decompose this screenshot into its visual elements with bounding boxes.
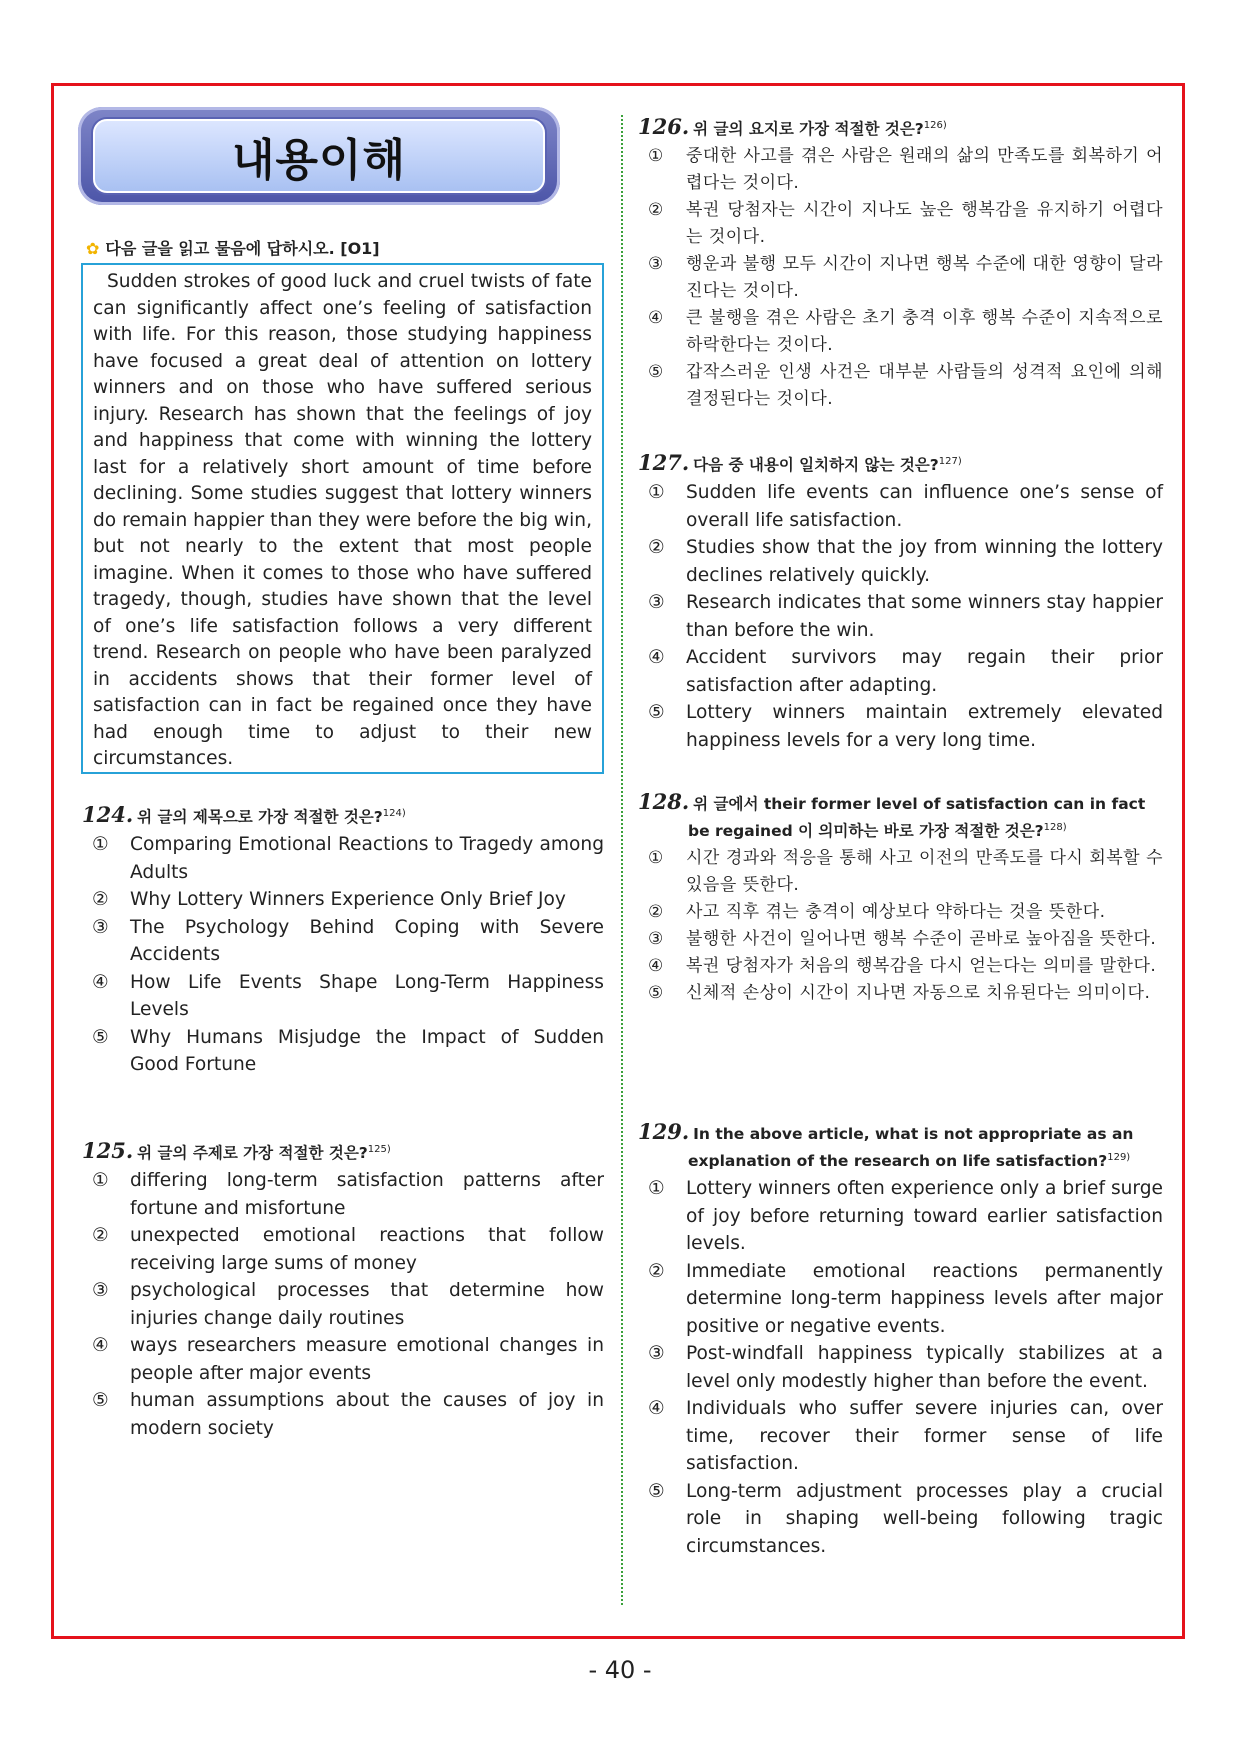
question-header (82, 1138, 604, 1165)
option-marker: ③ (648, 592, 665, 614)
option-marker: ⑤ (648, 702, 665, 724)
option-2[interactable] (648, 899, 1163, 926)
option-text: Why Humans Misjudge the Impact of Sudden Good Fortune (130, 1026, 604, 1076)
option-list (638, 479, 1163, 754)
option-marker: ② (92, 1225, 109, 1247)
footnote-ref: 126) (923, 120, 947, 131)
section-title: 내용이해 (231, 135, 406, 186)
question-number: 126. (638, 114, 690, 140)
option-4[interactable] (92, 969, 604, 1024)
page-number: - 40 - (588, 1656, 652, 1684)
option-3[interactable] (648, 1340, 1163, 1395)
option-marker: ④ (648, 956, 664, 977)
option-3[interactable] (92, 1277, 604, 1332)
option-marker: ③ (92, 916, 109, 938)
option-marker: ⑤ (648, 1480, 665, 1502)
option-marker: ④ (92, 1335, 109, 1357)
question-header (82, 802, 604, 829)
footnote-ref: 128) (1043, 822, 1067, 833)
option-3[interactable] (648, 926, 1163, 953)
question-125 (82, 1138, 604, 1442)
option-marker: ② (648, 1260, 665, 1282)
column-divider (621, 115, 623, 1605)
question-129 (638, 1120, 1163, 1560)
option-text: 복권 당첨자는 시간이 지나도 높은 행복감을 유지하기 어렵다는 것이다. (686, 200, 1163, 248)
question-prompt: 다음 중 내용이 일치하지 않는 것은? (693, 456, 939, 475)
question-prompt: 위 글의 요지로 가장 적절한 것은? (693, 120, 924, 139)
question-126 (638, 114, 1163, 413)
option-text: The Psychology Behind Coping with Severe Accidents (130, 916, 604, 966)
option-marker: ③ (648, 929, 664, 950)
option-text: differing long-term satisfaction patterns after fortune and misfortune (130, 1170, 604, 1219)
option-marker: ③ (92, 1280, 109, 1302)
option-2[interactable] (648, 534, 1163, 589)
option-list (82, 831, 604, 1079)
option-marker: ② (648, 200, 664, 221)
question-prompt: 위 글의 주제로 가장 적절한 것은? (137, 1144, 368, 1163)
option-marker: ① (648, 848, 664, 869)
option-3[interactable] (648, 589, 1163, 644)
option-text: How Life Events Shape Long-Term Happiness Levels (130, 971, 604, 1021)
question-number: 128. (638, 789, 690, 814)
question-prompt: In the above article, what is not appropriate as an explanation of the research on life satisfaction? (688, 1125, 1134, 1171)
option-5[interactable] (648, 1478, 1163, 1561)
option-marker: ⑤ (92, 1026, 109, 1048)
flower-icon: ✿ (86, 239, 100, 258)
option-1[interactable] (648, 479, 1163, 534)
option-text: Comparing Emotional Reactions to Tragedy among Adults (130, 834, 604, 883)
question-prompt: 위 글에서 their former level of satisfaction can in fact be regained 이 의미하는 바로 가장 적절한 것은? (688, 795, 1146, 841)
option-text: Accident survivors may regain their prior satisfaction after adapting. (686, 647, 1163, 696)
option-4[interactable] (648, 1395, 1163, 1478)
option-text: Lottery winners often experience only a brief surge of joy before returning toward earlier satisfaction levels. (686, 1178, 1163, 1255)
instruction-line (86, 236, 380, 259)
option-text: 시간 경과와 적응을 통해 사고 이전의 만족도를 다시 회복할 수 있음을 뜻한다. (686, 848, 1163, 896)
option-text: unexpected emotional reactions that follow receiving large sums of money (130, 1225, 604, 1274)
option-text: human assumptions about the causes of joy in modern society (130, 1390, 604, 1439)
option-marker: ② (648, 902, 664, 923)
question-prompt: 위 글의 제목으로 가장 적절한 것은? (137, 808, 383, 827)
option-5[interactable] (648, 980, 1163, 1007)
option-marker: ③ (648, 254, 664, 275)
option-1[interactable] (92, 1167, 604, 1222)
option-text: Individuals who suffer severe injuries can, over time, recover their former sense of life satisfaction. (686, 1398, 1163, 1475)
option-text: Why Lottery Winners Experience Only Brief Joy (130, 889, 566, 911)
option-text: 불행한 사건이 일어나면 행복 수준이 곧바로 높아짐을 뜻한다. (686, 929, 1157, 950)
option-text: 갑작스러운 인생 사건은 대부분 사람들의 성격적 요인에 의해 결정된다는 것이다. (686, 362, 1163, 410)
option-text: Long-term adjustment processes play a crucial role in shaping well-being following tragic circumstances. (686, 1480, 1163, 1557)
question-128 (638, 790, 1163, 1007)
option-marker: ② (648, 537, 665, 559)
option-text: Immediate emotional reactions permanently determine long-term happiness levels after major positive or negative events. (686, 1260, 1163, 1337)
option-2[interactable] (648, 1258, 1163, 1341)
question-number: 125. (82, 1138, 134, 1164)
option-text: psychological processes that determine how injuries change daily routines (130, 1280, 604, 1329)
option-text: 신체적 손상이 시간이 지나면 자동으로 치유된다는 의미이다. (686, 983, 1151, 1004)
option-text: 큰 불행을 겪은 사람은 초기 충격 이후 행복 수준이 지속적으로 하락한다는 것이다. (686, 308, 1163, 356)
instruction-text: 다음 글을 읽고 물음에 답하시오. [O1] (105, 239, 380, 258)
option-3[interactable] (648, 251, 1163, 305)
option-marker: ⑤ (648, 983, 664, 1004)
question-number: 127. (638, 450, 690, 476)
footnote-ref: 129) (1107, 1152, 1131, 1163)
option-text: Sudden life events can influence one’s sense of overall life satisfaction. (686, 482, 1163, 531)
option-marker: ① (92, 834, 109, 856)
option-text: 중대한 사고를 겪은 사람은 원래의 삶의 만족도를 회복하기 어렵다는 것이다. (686, 146, 1163, 194)
section-title-banner (78, 107, 560, 205)
option-text: ways researchers measure emotional changes in people after major events (130, 1335, 604, 1384)
question-header (638, 114, 1163, 141)
option-marker: ① (92, 1170, 109, 1192)
option-text: Research indicates that some winners stay happier than before the win. (686, 592, 1163, 641)
question-127 (638, 450, 1163, 754)
option-4[interactable] (648, 305, 1163, 359)
option-3[interactable] (92, 914, 604, 969)
option-1[interactable] (92, 831, 604, 886)
option-list (638, 1175, 1163, 1560)
option-marker: ④ (648, 308, 664, 329)
option-marker: ④ (648, 647, 665, 669)
option-text: Lottery winners maintain extremely elevated happiness levels for a very long time. (686, 702, 1163, 751)
option-text: Post-windfall happiness typically stabilizes at a level only modestly higher than before the event. (686, 1343, 1163, 1392)
option-4[interactable] (648, 953, 1163, 980)
option-marker: ⑤ (92, 1390, 109, 1412)
option-5[interactable] (648, 359, 1163, 413)
option-1[interactable] (648, 845, 1163, 899)
option-2[interactable] (92, 1222, 604, 1277)
option-5[interactable] (92, 1387, 604, 1442)
question-number: 124. (82, 802, 134, 828)
option-list (638, 143, 1163, 413)
passage-text: Sudden strokes of good luck and cruel twists of fate can significantly affect one’s feeling of satisfaction with life. For this reason, those studying happiness have focused a great deal of attention on lottery winners and on those who have suffered serious injury. Research has shown that the feelings of joy and happiness that come with winning the lottery last for a relatively short amount of time before declining. Some studies suggest that lottery winners do remain happier than they were before the big win, but not nearly to the extent that most people imagine. When it comes to those who have suffered tragedy, though, studies have shown that the level of one’s life satisfaction follows a very different trend. Research on people who have been paralyzed in accidents shows that their former level of satisfaction can in fact be regained once they have had enough time to adjust to their new circumstances. (93, 271, 592, 769)
option-5[interactable] (648, 699, 1163, 754)
option-2[interactable] (92, 886, 604, 914)
footnote-ref: 125) (367, 1144, 391, 1155)
option-text: Studies show that the joy from winning the lottery declines relatively quickly. (686, 537, 1163, 586)
section-title-inner (93, 119, 545, 193)
option-marker: ④ (92, 971, 109, 993)
option-1[interactable] (648, 1175, 1163, 1258)
question-124 (82, 802, 604, 1079)
option-4[interactable] (92, 1332, 604, 1387)
option-1[interactable] (648, 143, 1163, 197)
option-4[interactable] (648, 644, 1163, 699)
option-list (82, 1167, 604, 1442)
option-list (638, 845, 1163, 1007)
reading-passage (81, 263, 604, 774)
option-2[interactable] (648, 197, 1163, 251)
option-marker: ④ (648, 1398, 665, 1420)
footnote-ref: 124) (382, 808, 406, 819)
option-text: 복권 당첨자가 처음의 행복감을 다시 얻는다는 의미를 말한다. (686, 956, 1157, 977)
option-marker: ① (648, 146, 664, 167)
option-marker: ③ (648, 1343, 665, 1365)
question-header (638, 1120, 1163, 1173)
footnote-ref: 127) (938, 456, 962, 467)
option-marker: ① (648, 482, 665, 504)
option-5[interactable] (92, 1024, 604, 1079)
option-marker: ① (648, 1178, 665, 1200)
question-header (638, 450, 1163, 477)
question-number: 129. (638, 1119, 690, 1144)
question-header (638, 790, 1163, 843)
option-text: 행운과 불행 모두 시간이 지나면 행복 수준에 대한 영향이 달라진다는 것이다. (686, 254, 1163, 302)
option-text: 사고 직후 겪는 충격이 예상보다 약하다는 것을 뜻한다. (686, 902, 1106, 923)
option-marker: ② (92, 889, 109, 911)
option-marker: ⑤ (648, 362, 664, 383)
